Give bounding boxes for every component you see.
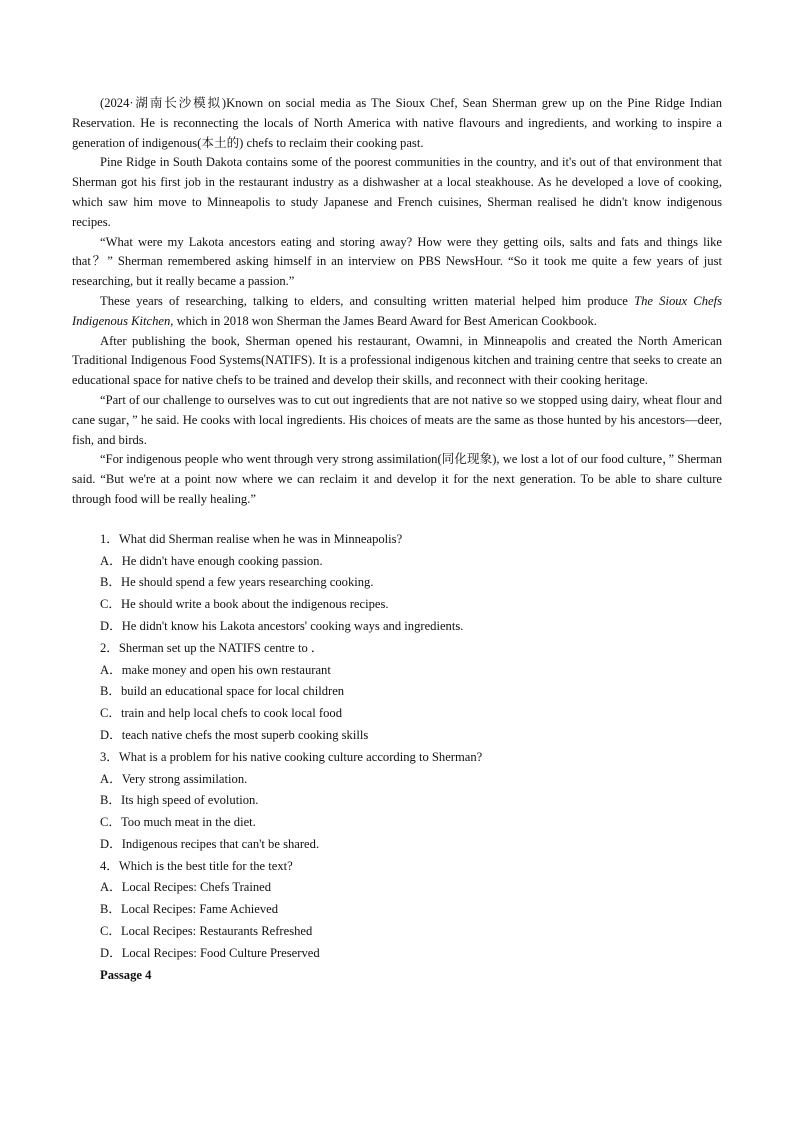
question-stem: 2．Sherman set up the NATIFS centre to ． — [100, 640, 324, 655]
answer-option: C．He should write a book about the indigenous recipes. — [100, 597, 389, 612]
passage-paragraph — [72, 332, 722, 391]
answer-option: D．He didn't know his Lakota ancestors' cooking ways and ingredients. — [100, 618, 464, 633]
paragraph-text: These years of researching, talking to elders, and consulting written material helped him produce — [100, 293, 635, 308]
passage-text — [72, 94, 722, 510]
answer-option: A．Very strong assimilation. — [100, 771, 248, 786]
question-list — [72, 529, 722, 965]
answer-option: D．Indigenous recipes that can't be shared. — [100, 836, 320, 851]
question-stem: 1．What did Sherman realise when he was in Minneapolis? — [100, 531, 403, 546]
book-title: The Sioux Chefs Indigenous Kitchen, — [72, 293, 722, 328]
answer-option: B．Local Recipes: Fame Achieved — [100, 902, 279, 917]
paragraph-text: “Part of our challenge to ourselves was to cut out ingredients that are not native so we stopped using dairy, wheat flour and cane sugar，” he said. He cooks with local ingredients. His choices of meats are the same as those hunted by his ancestors—deer, fish, and birds. — [72, 392, 722, 447]
paragraph-text: Pine Ridge in South Dakota contains some of the poorest communities in the country, and it's out of that environment that Sherman got his first job in the restaurant industry as a dishwasher at a local steakhouse. As he developed a love of cooking, which saw him move to Minneapolis to study Japanese and French cuisines, Sherman realised he didn't know indigenous recipes. — [72, 155, 722, 229]
answer-option: C．Local Recipes: Restaurants Refreshed — [100, 924, 313, 939]
answer-option: D．Local Recipes: Food Culture Preserved — [100, 945, 320, 960]
question-stem: 4．Which is the best title for the text? — [100, 858, 293, 873]
paragraph-text: After publishing the book, Sherman opened his restaurant, Owamni, in Minneapolis and created the North American Traditional Indigenous Food Systems(NATIFS). It is a professional indigenous kitchen and training centre that seeks to create an educational space for native chefs to be trained and develop their skills, and reconnect with their cooking heritage. — [72, 333, 722, 388]
paragraph-text: (2024·湖南长沙模拟)Known on social media as The Sioux Chef, Sean Sherman grew up on the Pine Ridge Indian Reservation. He is reconnecting the locals of North America with native flavours and ingredients, and working to inspire a generation of indigenous(本土的) chefs to reclaim their cooking past. — [72, 96, 722, 150]
next-passage-label: Passage 4 — [100, 967, 152, 982]
question-block — [72, 638, 722, 747]
answer-option: C．train and help local chefs to cook local food — [100, 706, 343, 721]
passage-paragraph — [72, 94, 722, 153]
passage-paragraph — [72, 233, 722, 292]
passage-paragraph — [72, 292, 722, 332]
answer-option: B．build an educational space for local children — [100, 684, 345, 699]
answer-option: A．Local Recipes: Chefs Trained — [100, 880, 272, 895]
paragraph-text: “For indigenous people who went through very strong assimilation(同化现象), we lost a lot of our food culture，” Sherman said. “But we're at a point now where we can reclaim it and develop it for the next generation. To be able to share culture through food will be really healing.” — [72, 452, 722, 506]
answer-option: A．He didn't have enough cooking passion. — [100, 553, 323, 568]
answer-option: A．make money and open his own restaurant — [100, 662, 331, 677]
answer-option: B．He should spend a few years researching cooking. — [100, 575, 374, 590]
answer-option: B．Its high speed of evolution. — [100, 793, 259, 808]
document-page — [72, 94, 722, 986]
answer-option: D．teach native chefs the most superb cooking skills — [100, 727, 369, 742]
answer-option: C．Too much meat in the diet. — [100, 815, 256, 830]
question-block — [72, 856, 722, 965]
question-block — [72, 747, 722, 856]
paragraph-text: “What were my Lakota ancestors eating and storing away? How were they getting oils, salts and fats and things like that？” Sherman remembered asking himself in an interview on PBS NewsHour. “So it took me quite a few years of just researching, but it really became a passion.” — [72, 234, 722, 289]
passage-paragraph — [72, 450, 722, 509]
paragraph-text: which in 2018 won Sherman the James Beard Award for Best American Cookbook. — [173, 313, 597, 328]
question-block — [72, 529, 722, 638]
passage-paragraph — [72, 153, 722, 232]
passage-paragraph — [72, 391, 722, 450]
question-stem: 3．What is a problem for his native cooking culture according to Sherman? — [100, 749, 483, 764]
